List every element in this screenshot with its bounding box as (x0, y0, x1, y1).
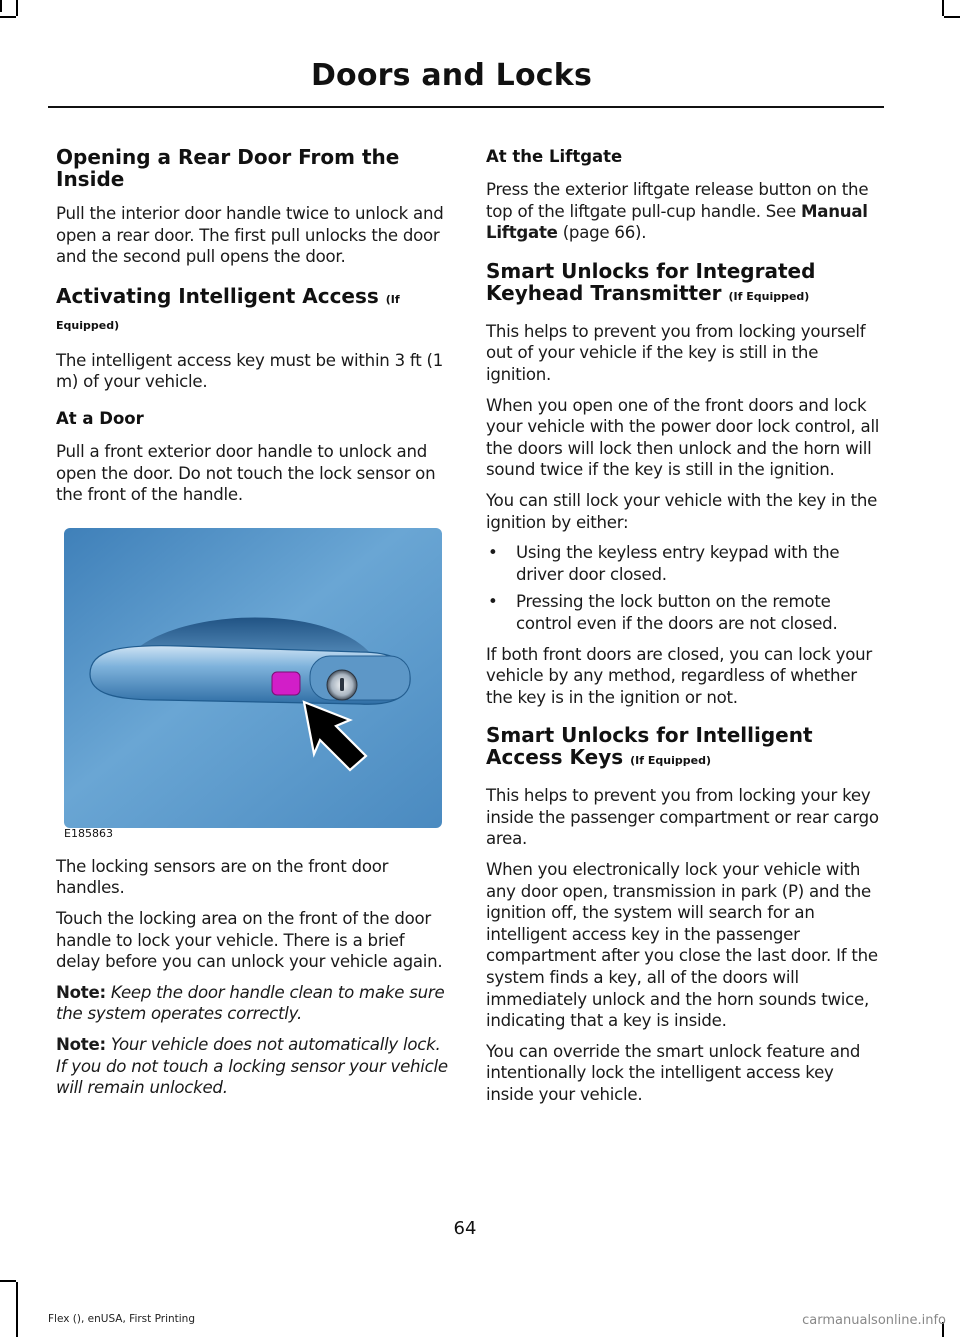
paragraph-open-front-door: When you open one of the front doors and lock your vehicle with the power door lock control, all the doors will lock then unlock and the horn will sound twice if the key is still in the ignition. (486, 395, 880, 480)
heading-at-the-liftgate: At the Liftgate (486, 147, 623, 166)
paragraph-liftgate (486, 179, 882, 244)
paragraph-touch-locking-area: Touch the locking area on the front of the door handle to lock your vehicle. There is a brief delay before you can unlock your vehicle again. (56, 908, 443, 972)
right-column (486, 146, 882, 1115)
paragraph-at-a-door: Pull a front exterior door handle to unlock and open the door. Do not touch the lock sensor on the front of the handle. (56, 441, 436, 505)
paragraph-both-doors-closed: If both front doors are closed, you can lock your vehicle by any method, regardless of whether the key is in the ignition or not. (486, 644, 872, 707)
heading-smart-unlocks-keyhead (486, 260, 882, 308)
paragraph-electronic-lock: When you electronically lock your vehicle with any door open, transmission in park (P) and the ignition off, the system will search for an intelligent access key in the passenger compartment after you close the last door. If the system finds a key, all of the doors will immediately unlock and the horn sounds twice, indicating that a key is inside. (486, 860, 878, 1031)
crop-mark (0, 16, 16, 18)
left-column (56, 146, 450, 1108)
paragraph-activating: The intelligent access key must be within 3 ft (1 m) of your vehicle. (56, 350, 444, 392)
crop-mark (944, 16, 960, 18)
bullet-mark: • (488, 592, 498, 612)
crop-mark (16, 0, 18, 16)
paragraph-still-lock: You can still lock your vehicle with the key in the ignition by either: (486, 490, 878, 532)
liftgate-text: Press the exterior liftgate release button on the top of the liftgate pull-cup handle. See (486, 180, 869, 221)
heading-text: Smart Unlocks for Intelligent Access Keys (486, 723, 813, 770)
list-item-text: Pressing the lock button on the remote control even if the doors are not closed. (516, 592, 838, 633)
heading-qualifier: (If Equipped) (56, 292, 400, 332)
note-label: Note: (56, 1034, 106, 1054)
crop-mark (0, 1280, 16, 1282)
heading-qualifier: (If Equipped) (630, 754, 711, 768)
paragraph-locking-sensors: The locking sensors are on the front door handles. (56, 856, 389, 898)
footer-edition: Flex (), enUSA, First Printing (48, 1313, 195, 1325)
figure-code: E185863 (64, 826, 113, 840)
paragraph-rear-door: Pull the interior door handle twice to unlock and open a rear door. The first pull unlocks the door and the second pull opens the door. (56, 204, 444, 267)
bullet-list (486, 542, 882, 634)
note-text: Keep the door handle clean to make sure the system operates correctly. (56, 982, 445, 1024)
page-header-title: Doors and Locks (310, 58, 592, 93)
heading-text: Activating Intelligent Access (56, 283, 379, 308)
note-label: Note: (56, 982, 106, 1002)
liftgate-page-ref: (page 66). (557, 223, 647, 243)
list-item-text: Using the keyless entry keypad with the driver door closed. (516, 543, 840, 584)
manual-liftgate-link[interactable]: Manual Liftgate (486, 201, 868, 243)
paragraph-override: You can override the smart unlock feature and intentionally lock the intelligent access key inside your vehicle. (486, 1041, 861, 1104)
heading-smart-unlocks-intelligent-access (486, 724, 882, 772)
heading-qualifier: (If Equipped) (728, 289, 810, 303)
heading-rear-door: Opening a Rear Door From the Inside (56, 145, 400, 191)
note-text: Your vehicle does not automatically lock. If you do not touch a locking sensor your vehicle will remain unlocked. (56, 1034, 448, 1098)
crop-mark (942, 0, 944, 16)
list-item (486, 591, 882, 634)
door-handle-illustration (60, 524, 446, 842)
list-item (486, 542, 882, 585)
page-number: 64 (453, 1218, 477, 1239)
note-not-automatic (56, 1034, 450, 1099)
bullet-mark: • (488, 543, 498, 563)
lock-sensor-highlight (272, 672, 300, 695)
paragraph-helps-prevent-key-lock: This helps to prevent you from locking your key inside the passenger compartment or rear cargo area. (486, 786, 879, 849)
paragraph-helps-prevent-lockout: This helps to prevent you from locking yourself out of your vehicle if the key is still in the ignition. (486, 321, 866, 384)
note-keep-clean (56, 982, 450, 1025)
crop-mark (0, 0, 2, 12)
header-rule (48, 106, 884, 108)
heading-text: Smart Unlocks for Integrated Keyhead Transmitter (486, 258, 816, 305)
heading-at-a-door: At a Door (56, 408, 144, 428)
heading-activating-intelligent-access (56, 285, 450, 337)
crop-mark (16, 1282, 18, 1337)
door-handle-graphic (60, 524, 446, 842)
watermark: carmanualsonline.info (802, 1313, 946, 1328)
